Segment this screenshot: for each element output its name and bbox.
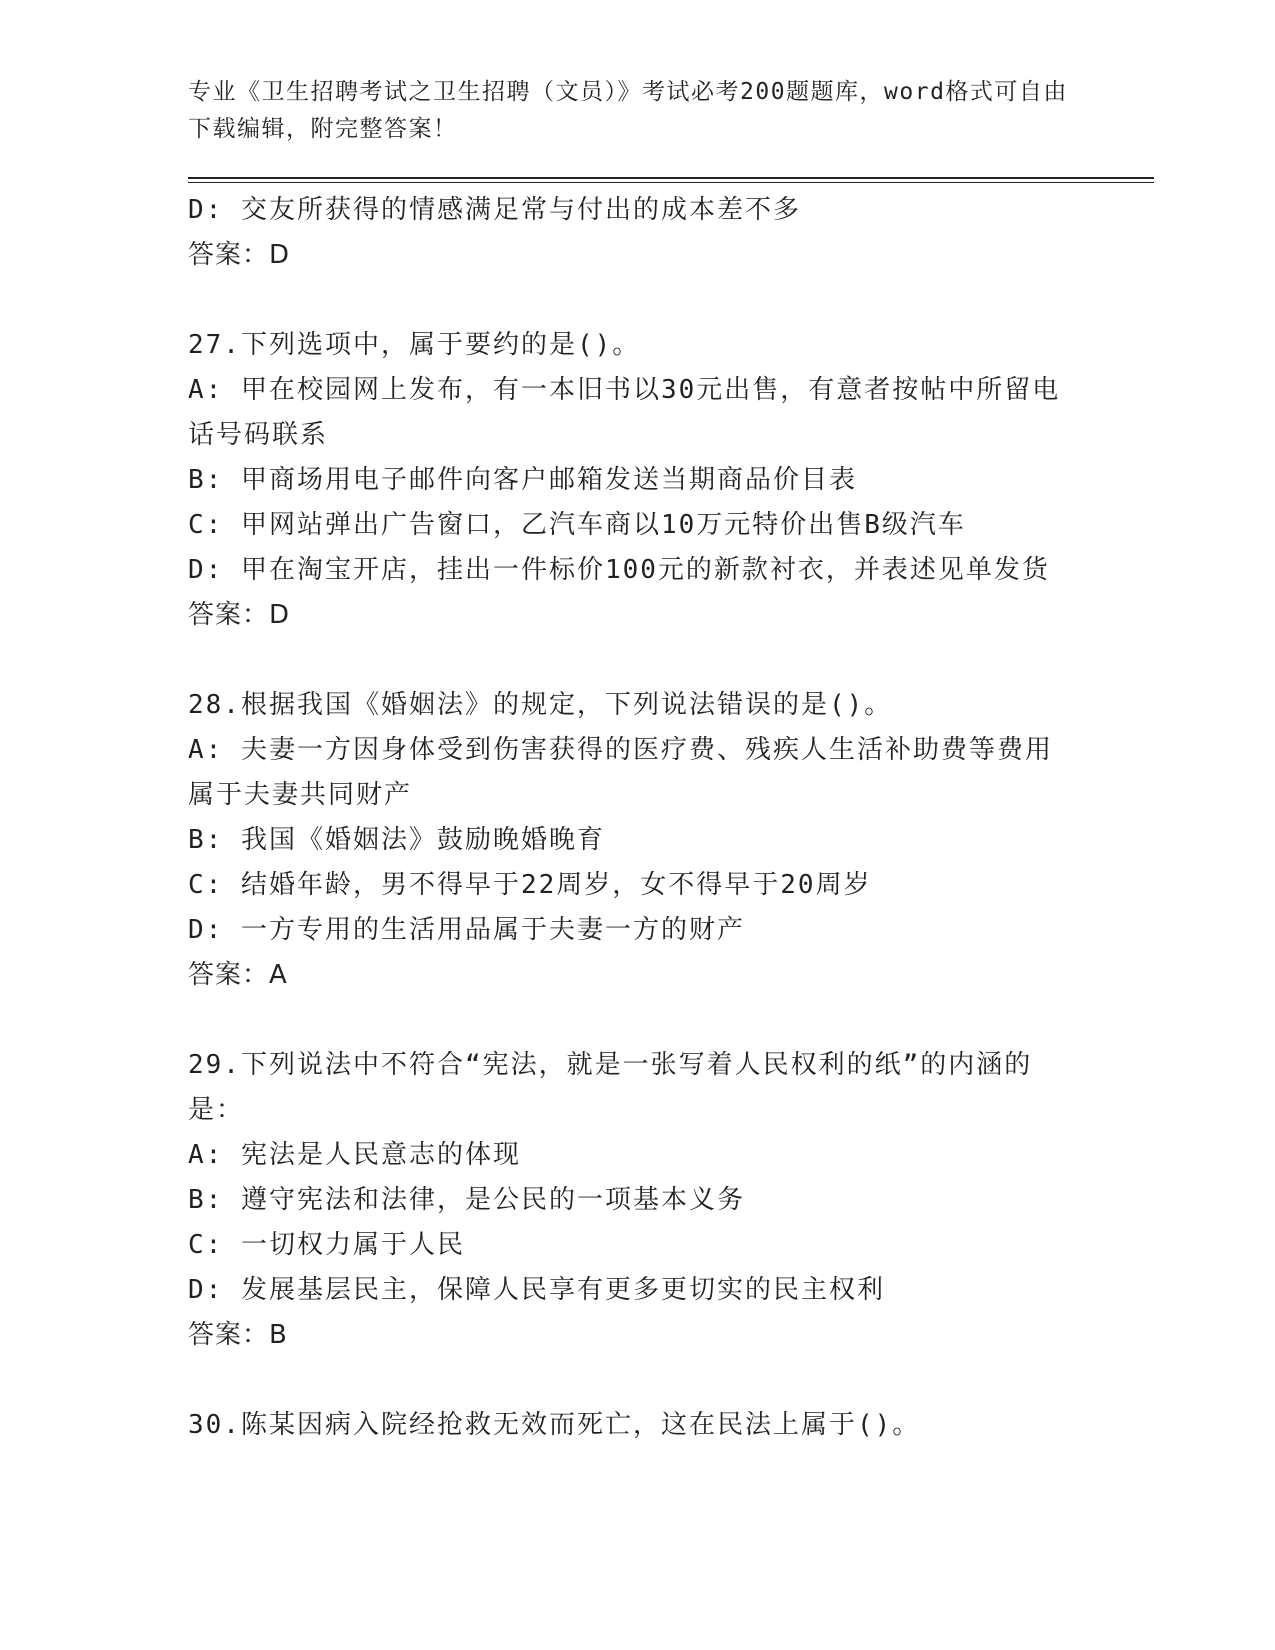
option-a: A: 宪法是人民意志的体现 — [188, 1140, 521, 1170]
option-c: C: 甲网站弹出广告窗口，乙汽车商以10万元特价出售B级汽车 — [188, 510, 966, 540]
answer-value: B — [269, 1320, 288, 1350]
question-stem: 27.下列选项中，属于要约的是()。 — [188, 330, 641, 360]
option-b: B: 遵守宪法和法律，是公民的一项基本义务 — [188, 1185, 745, 1215]
answer-label: 答案： — [188, 1320, 270, 1350]
answer-value: D — [269, 240, 291, 270]
question-30 — [188, 1403, 1068, 1448]
spacer — [188, 1358, 1068, 1403]
answer-value: A — [269, 960, 288, 990]
option-b: B: 我国《婚姻法》鼓励晚婚晚育 — [188, 825, 605, 855]
option-d: D: 交友所获得的情感满足常与付出的成本差不多 — [188, 195, 801, 225]
answer-line — [188, 1313, 1068, 1358]
question-28 — [188, 683, 1068, 998]
header-divider-thin — [188, 182, 1154, 183]
answer-label: 答案： — [188, 960, 270, 990]
page-header: 专业《卫生招聘考试之卫生招聘（文员）》考试必考200题题库，word格式可自由下载编辑，附完整答案！ — [188, 79, 1068, 142]
question-stem: 28.根据我国《婚姻法》的规定，下列说法错误的是()。 — [188, 690, 893, 720]
document-content — [188, 188, 1068, 1448]
question-27 — [188, 323, 1068, 638]
option-c: C: 结婚年龄，男不得早于22周岁，女不得早于20周岁 — [188, 870, 872, 900]
spacer — [188, 278, 1068, 323]
answer-line — [188, 593, 1068, 638]
answer-line — [188, 233, 1068, 278]
header-divider-thick — [188, 177, 1154, 179]
question-29 — [188, 1043, 1068, 1358]
option-a: A: 夫妻一方因身体受到伤害获得的医疗费、残疾人生活补助费等费用属于夫妻共同财产 — [188, 735, 1053, 810]
option-c: C: 一切权力属于人民 — [188, 1230, 465, 1260]
answer-label: 答案： — [188, 240, 270, 270]
answer-label: 答案： — [188, 600, 270, 630]
answer-value: D — [269, 600, 291, 630]
spacer — [188, 638, 1068, 683]
question-stem: 30.陈某因病入院经抢救无效而死亡，这在民法上属于()。 — [188, 1410, 921, 1440]
option-a: A: 甲在校园网上发布，有一本旧书以30元出售，有意者按帖中所留电话号码联系 — [188, 375, 1061, 450]
option-d: D: 甲在淘宝开店，挂出一件标价100元的新款衬衣，并表述见单发货 — [188, 555, 1050, 585]
answer-line — [188, 953, 1068, 998]
option-b: B: 甲商场用电子邮件向客户邮箱发送当期商品价目表 — [188, 465, 857, 495]
option-d: D: 一方专用的生活用品属于夫妻一方的财产 — [188, 915, 745, 945]
spacer — [188, 998, 1068, 1043]
question-stem: 29.下列说法中不符合“宪法，就是一张写着人民权利的纸”的内涵的是： — [188, 1050, 1033, 1125]
option-d: D: 发展基层民主，保障人民享有更多更切实的民主权利 — [188, 1275, 885, 1305]
